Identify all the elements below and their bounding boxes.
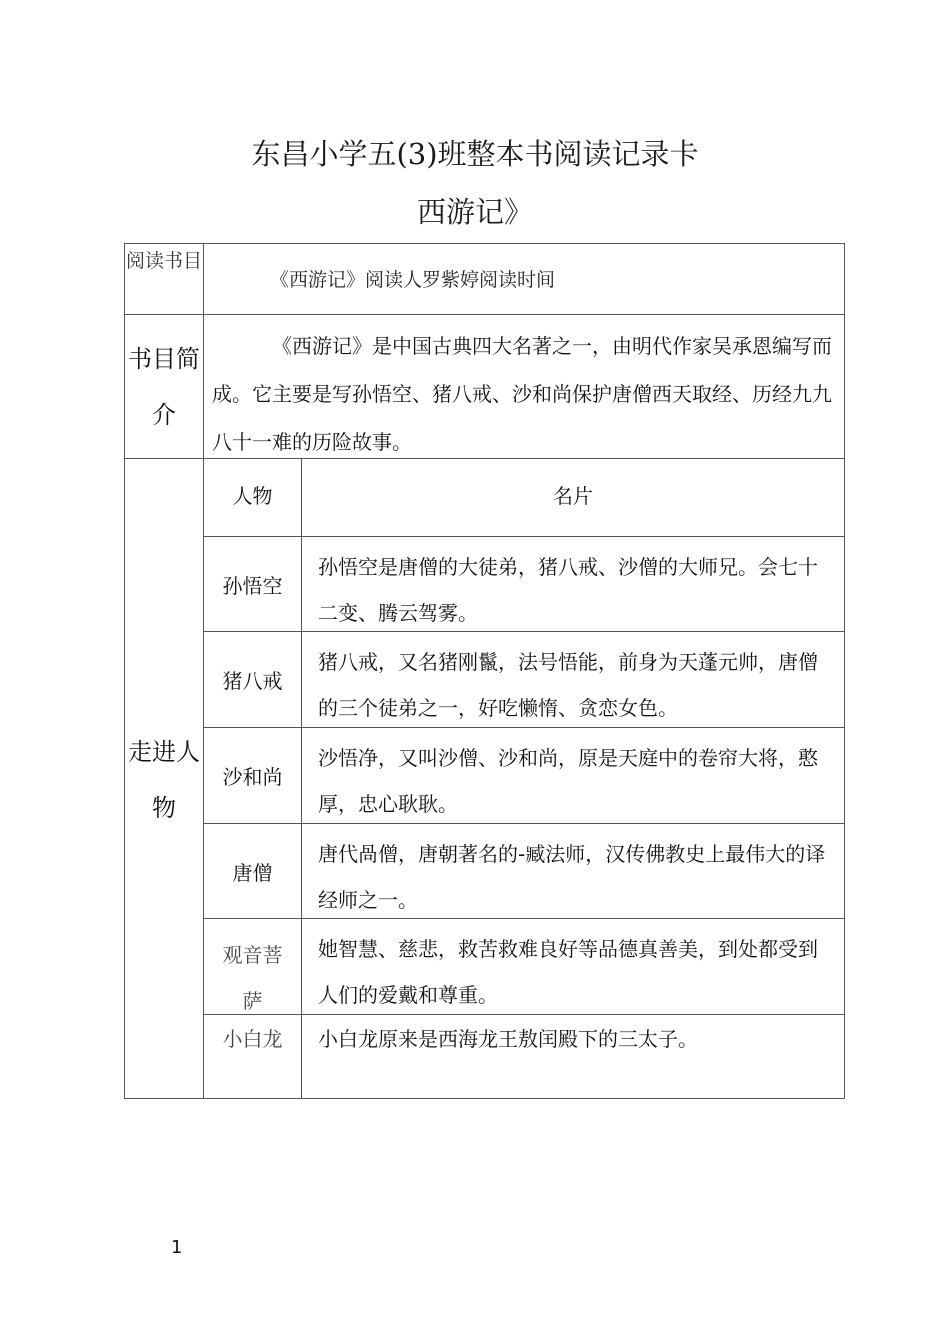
book-info: 《西游记》阅读人罗紫婷阅读时间 bbox=[270, 269, 556, 291]
table-divider bbox=[203, 536, 845, 537]
table-divider bbox=[124, 314, 845, 315]
character-name: 孙悟空 bbox=[222, 574, 283, 598]
table-divider bbox=[301, 458, 302, 1099]
document-subtitle: 西游记》 bbox=[416, 195, 533, 229]
character-card: 小白龙原来是西海龙王敖闰殿下的三太子。 bbox=[318, 1027, 698, 1051]
book-label: 阅读书目 bbox=[125, 250, 202, 272]
intro-text: 《西游记》是中国古典四大名著之一，由明代作家吴承恩编写而成。它主要是写孙悟空、猪八戒、沙和尚保护唐僧西天取经、历经九九八十一难的历险故事。 bbox=[212, 334, 832, 454]
character-card: 沙悟净，又叫沙僧、沙和尚，原是天庭中的卷帘大将，憨厚，忠心耿耿。 bbox=[318, 746, 818, 816]
column-header-character: 人物 bbox=[232, 484, 273, 508]
character-card: 孙悟空是唐僧的大徒弟，猪八戒、沙僧的大师兄。会七十二变、腾云驾雾。 bbox=[318, 555, 818, 625]
character-name: 唐僧 bbox=[232, 861, 273, 885]
column-header-card: 名片 bbox=[553, 484, 593, 508]
intro-label: 书目简介 bbox=[128, 345, 200, 429]
page-number: 1 bbox=[171, 1237, 183, 1258]
document-title: 东昌小学五(3)班整本书阅读记录卡 bbox=[251, 137, 699, 171]
character-name: 小白龙 bbox=[222, 1027, 283, 1051]
character-card: 唐代咼僧，唐朝著名的-臧法师，汉传佛教史上最伟大的译经师之一。 bbox=[318, 842, 826, 912]
character-card: 猪八戒，又名猪刚鬣，法号悟能，前身为天蓬元帅，唐僧的三个徒弟之一，好吃懒惰、贪恋女色。 bbox=[318, 650, 818, 720]
character-name: 沙和尚 bbox=[222, 765, 283, 789]
character-name: 观音菩萨 bbox=[222, 943, 283, 1013]
characters-label: 走进人物 bbox=[128, 738, 200, 822]
character-name: 猪八戒 bbox=[222, 669, 283, 693]
character-card: 她智慧、慈悲，救苦救难良好等品德真善美，到处都受到人们的爱戴和尊重。 bbox=[318, 937, 818, 1007]
